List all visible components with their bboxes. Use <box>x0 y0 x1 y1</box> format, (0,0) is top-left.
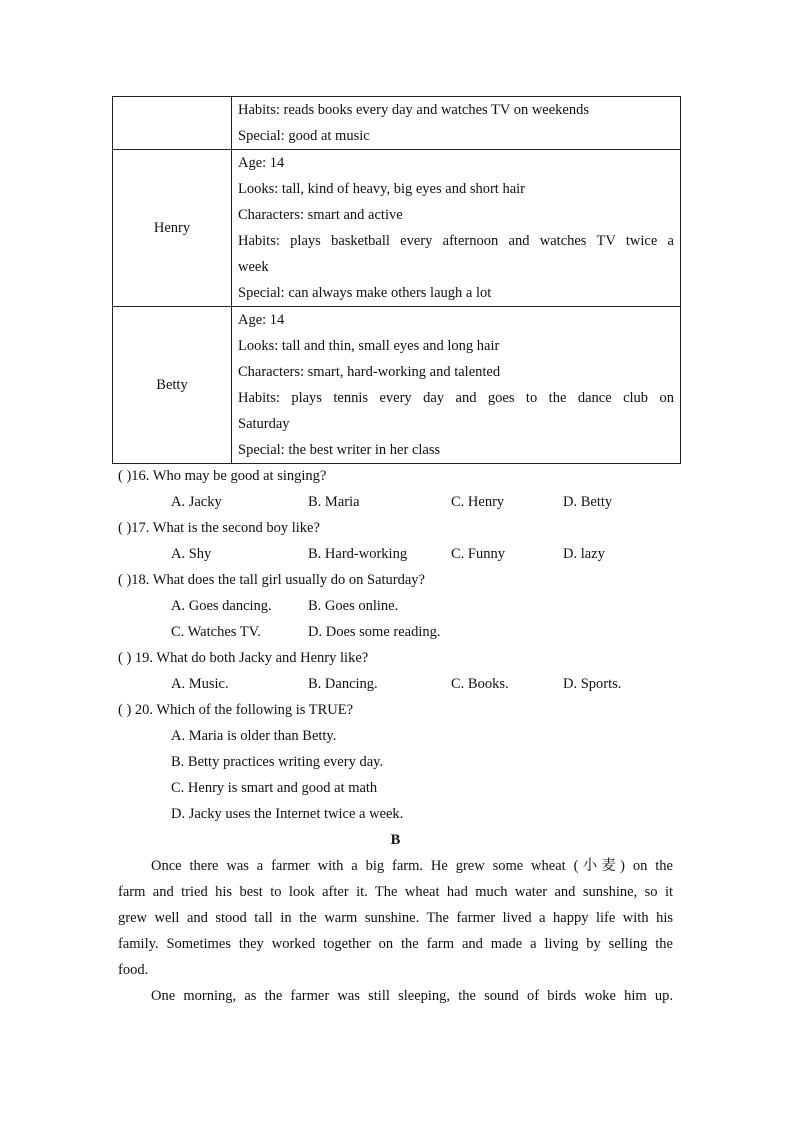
detail-line: Characters: smart and active <box>238 207 403 223</box>
detail-line: week <box>238 259 269 275</box>
table-row <box>113 150 681 307</box>
student-info-table <box>112 96 681 464</box>
option-row <box>118 749 678 775</box>
answer-option: C. Henry <box>451 494 505 510</box>
table-row <box>113 307 681 464</box>
student-name-cell: Betty <box>113 307 232 464</box>
option-row <box>118 593 678 619</box>
passage-line: food. <box>118 962 149 978</box>
detail-line: Special: good at music <box>238 128 370 144</box>
answer-option: C. Henry is smart and good at math <box>171 780 378 796</box>
table-row <box>113 97 681 150</box>
option-row <box>118 619 678 645</box>
option-row <box>118 775 678 801</box>
passage-line: grew well and stood tall in the warm sunshine. The farmer lived a happy life with his <box>118 910 673 926</box>
detail-line: Habits: reads books every day and watches TV on weekends <box>238 102 589 118</box>
detail-line: Looks: tall and thin, small eyes and long hair <box>238 338 500 354</box>
answer-option: C. Books. <box>451 676 509 692</box>
answer-option: A. Shy <box>171 546 212 562</box>
detail-line: Saturday <box>238 416 290 432</box>
detail-line: Looks: tall, kind of heavy, big eyes and short hair <box>238 181 525 197</box>
passage-line: farm and tried his best to look after it. The wheat had much water and sunshine, so it <box>118 884 673 900</box>
detail-line: Habits: plays basketball every afternoon and watches TV twice a <box>238 233 674 249</box>
answer-option: B. Maria <box>308 494 360 510</box>
student-name-cell <box>113 97 232 150</box>
answer-option: B. Hard-working <box>308 546 408 562</box>
reading-passage <box>118 827 673 1009</box>
answer-option: A. Maria is older than Betty. <box>171 728 337 744</box>
answer-option: D. lazy <box>563 546 605 562</box>
passage-line: family. Sometimes they worked together on the farm and made a living by selling the <box>118 936 673 952</box>
question-stem: ( ) 20. Which of the following is TRUE? <box>118 702 354 718</box>
answer-option: A. Jacky <box>171 494 222 510</box>
student-detail-cell <box>232 97 681 150</box>
answer-option: B. Goes online. <box>308 598 399 614</box>
detail-line: Age: 14 <box>238 155 285 171</box>
option-row <box>118 801 678 827</box>
answer-option: A. Music. <box>171 676 229 692</box>
question-stem: ( )18. What does the tall girl usually do on Saturday? <box>118 572 425 588</box>
option-row <box>118 489 678 515</box>
option-row <box>118 723 678 749</box>
answer-option: D. Betty <box>563 494 613 510</box>
question-stem: ( )17. What is the second boy like? <box>118 520 320 536</box>
detail-line: Characters: smart, hard-working and talented <box>238 364 501 380</box>
answer-option: D. Sports. <box>563 676 622 692</box>
passage-line: One morning, as the farmer was still sleeping, the sound of birds woke him up. <box>151 988 673 1004</box>
answer-option: A. Goes dancing. <box>171 598 272 614</box>
option-row <box>118 541 678 567</box>
answer-option: C. Watches TV. <box>171 624 261 640</box>
question-stem: ( ) 19. What do both Jacky and Henry like? <box>118 650 369 666</box>
answer-option: D. Does some reading. <box>308 624 441 640</box>
passage-line: Once there was a farmer with a big farm. He grew some wheat (小麦) on the <box>151 858 673 874</box>
option-row <box>118 671 678 697</box>
section-title: B <box>390 832 401 848</box>
student-name-cell: Henry <box>113 150 232 307</box>
answer-option: B. Dancing. <box>308 676 378 692</box>
detail-line: Special: the best writer in her class <box>238 442 441 458</box>
detail-line: Special: can always make others laugh a lot <box>238 285 492 301</box>
student-detail-cell <box>232 307 681 464</box>
answer-option: B. Betty practices writing every day. <box>171 754 384 770</box>
question-stem: ( )16. Who may be good at singing? <box>118 468 327 484</box>
answer-option: D. Jacky uses the Internet twice a week. <box>171 806 404 822</box>
answer-option: C. Funny <box>451 546 505 562</box>
question-list <box>118 463 678 827</box>
detail-line: Age: 14 <box>238 312 285 328</box>
student-detail-cell <box>232 150 681 307</box>
detail-line: Habits: plays tennis every day and goes to the dance club on <box>238 390 674 406</box>
